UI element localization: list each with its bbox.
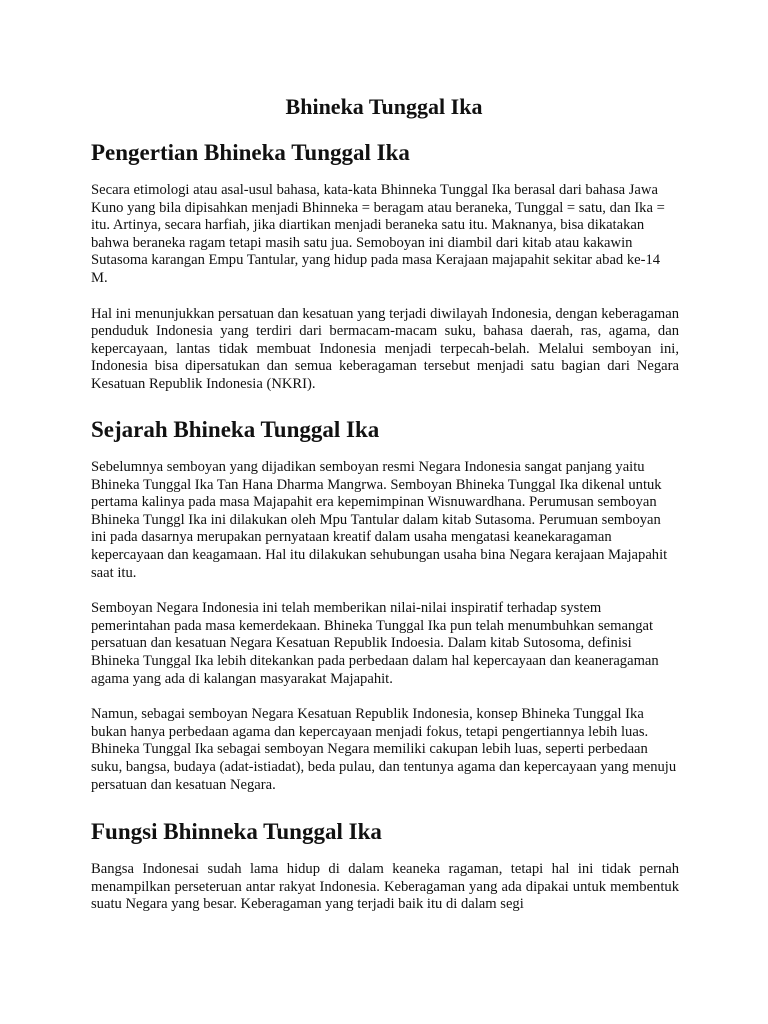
section-heading: Fungsi Bhinneka Tunggal Ika xyxy=(91,819,382,844)
section-sejarah xyxy=(91,415,679,794)
paragraph: Hal ini menunjukkan persatuan dan kesatuan yang terjadi diwilayah Indonesia, dengan keberagaman penduduk Indonesia yang terdiri dari bermacam-macam suku, bahasa daerah, ras, agama, dan kepercayaan, lantas tidak membuat Indonesia menjadi terpecah-belah. Melalui semboyan ini, Indonesia bisa dipersatukan dan semua keberagaman tersebut menjadi satu bagian dari Negara Kesatuan Republik Indonesia (NKRI). xyxy=(91,305,679,392)
paragraph: Secara etimologi atau asal-usul bahasa, kata-kata Bhinneka Tunggal Ika berasal dari bahasa Jawa Kuno yang bila dipisahkan menjadi Bhinneka = beragam atau beraneka, Tunggal = satu, dan Ika = itu. Artinya, secara harfiah, jika diartikan menjadi beraneka satu itu. Maknanya, bisa dikatakan bahwa beraneka ragam tetapi masih satu jua. Semoboyan ini diambil dari kitab atau kakawin Sutasoma karangan Empu Tantular, yang hidup pada masa Kerajaan majapahit sekitar abad ke-14 M. xyxy=(91,182,665,286)
document-title: Bhineka Tunggal Ika xyxy=(285,94,483,119)
paragraph: Sebelumnya semboyan yang dijadikan semboyan resmi Negara Indonesia sangat panjang yaitu Bhineka Tunggal Ika Tan Hana Dharma Mangrwa. Semboyan Bhineka Tunggal Ika dikenal untuk pertama kalinya pada masa Majapahit era kepemimpinan Wisnuwardhana. Perumusan semboyan Bhineka Tunggl Ika ini dilakukan oleh Mpu Tantular dalam kitab Sutasoma. Perumuan semboyan ini pada dasarnya merupakan pernyataan kreatif dalam usaha mengatasi keanekaragaman kepercayaan dan keagamaan. Hal itu dilakukan sehubungan usaha bina Negara kerajaan Majapahit saat itu. xyxy=(91,459,668,581)
section-fungsi xyxy=(91,817,679,914)
paragraph: Semboyan Negara Indonesia ini telah memberikan nilai-nilai inspiratif terhadap system pemerintahan pada masa kemerdekaan. Bhineka Tunggal Ika pun telah menumbuhkan semangat persatuan dan kesatuan Negara Kesatuan Republik Indoesia. Dalam kitab Sutosoma, definisi Bhineka Tunggal Ika lebih ditekankan pada perbedaan dalam hal kepercayaan dan keaneragaman agama yang ada di kalangan masyarakat Majapahit. xyxy=(91,600,659,687)
section-heading: Pengertian Bhineka Tunggal Ika xyxy=(91,140,410,165)
section-pengertian xyxy=(91,138,679,394)
section-heading: Sejarah Bhineka Tunggal Ika xyxy=(91,417,380,442)
paragraph: Bangsa Indonesai sudah lama hidup di dalam keaneka ragaman, tetapi hal ini tidak pernah menampilkan perseteruan antar rakyat Indonesia. Keberagaman yang ada dipakai untuk membentuk suatu Negara yang besar. Keberagaman yang terjadi baik itu di dalam segi xyxy=(91,861,679,913)
paragraph: Namun, sebagai semboyan Negara Kesatuan Republik Indonesia, konsep Bhineka Tunggal Ika bukan hanya perbedaan agama dan kepercayaan menjadi fokus, tetapi pengertiannya lebih luas. Bhineka Tunggal Ika sebagai semboyan Negara memiliki cakupan lebih luas, seperti perbedaan suku, bangsa, budaya (adat-istiadat), beda pulau, dan tentunya agama dan kepercayaan yang menuju persatuan dan kesatuan Negara. xyxy=(91,706,677,793)
